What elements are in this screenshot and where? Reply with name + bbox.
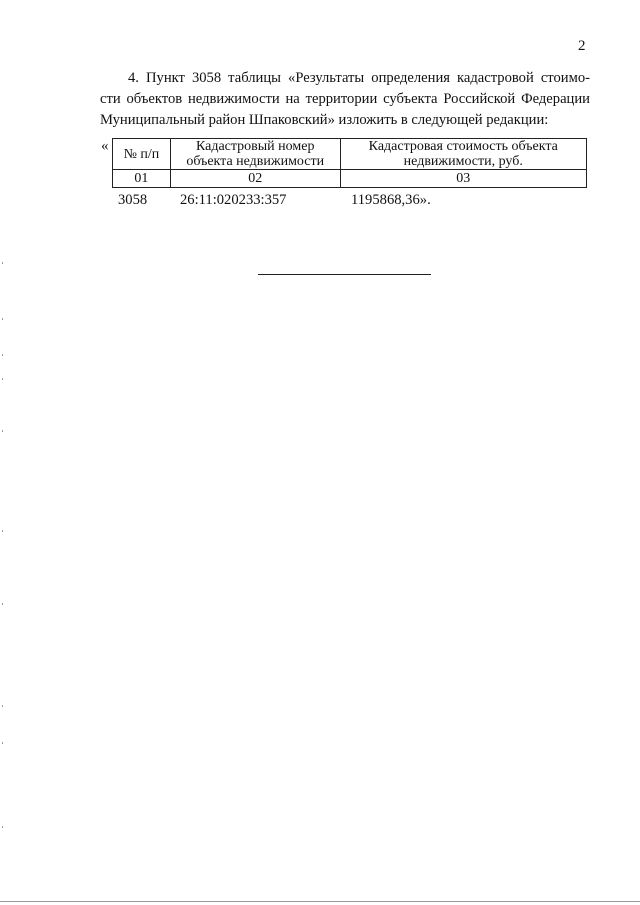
scan-artifact — [2, 430, 3, 432]
scan-artifact — [2, 826, 3, 828]
scan-artifact — [2, 705, 3, 707]
row-number: 3058 — [118, 192, 148, 208]
code-cell-3: 03 — [340, 170, 586, 188]
page-number: 2 — [578, 38, 586, 54]
cadastral-value-table — [112, 138, 587, 188]
scan-artifact — [2, 378, 3, 380]
paragraph-line-3: Муниципальный район Шпаковский» изложить в следующей редакции: — [100, 112, 549, 128]
scan-artifact — [2, 603, 3, 605]
end-separator-line — [258, 274, 431, 275]
table-header-row — [113, 139, 587, 170]
header-cadastral-cost: Кадастровая стоимость объекта недвижимости, руб. — [340, 139, 586, 170]
scan-artifact — [2, 318, 3, 320]
scan-artifact — [2, 354, 3, 356]
scan-artifact — [2, 530, 3, 532]
header-cadastral-number: Кадастровый номер объекта недвижимости — [170, 139, 340, 170]
code-cell-2: 02 — [170, 170, 340, 188]
page-bottom-edge — [0, 901, 640, 902]
scan-artifact — [2, 742, 3, 744]
header-number: № п/п — [113, 139, 171, 170]
table-code-row — [113, 170, 587, 188]
code-cell-1: 01 — [113, 170, 171, 188]
paragraph-line-2: сти объектов недвижимости на территории субъекта Российской Федерации — [100, 91, 590, 107]
table-open-quote: « — [101, 138, 109, 154]
amendment-paragraph — [100, 68, 590, 131]
row-cadastral-cost: 1195868,36». — [351, 192, 431, 208]
row-cadastral-number: 26:11:020233:357 — [180, 192, 287, 208]
paragraph-line-1: 4. Пункт 3058 таблицы «Результаты определения кадастровой стоимо- — [128, 70, 590, 86]
scan-artifact — [2, 262, 3, 264]
